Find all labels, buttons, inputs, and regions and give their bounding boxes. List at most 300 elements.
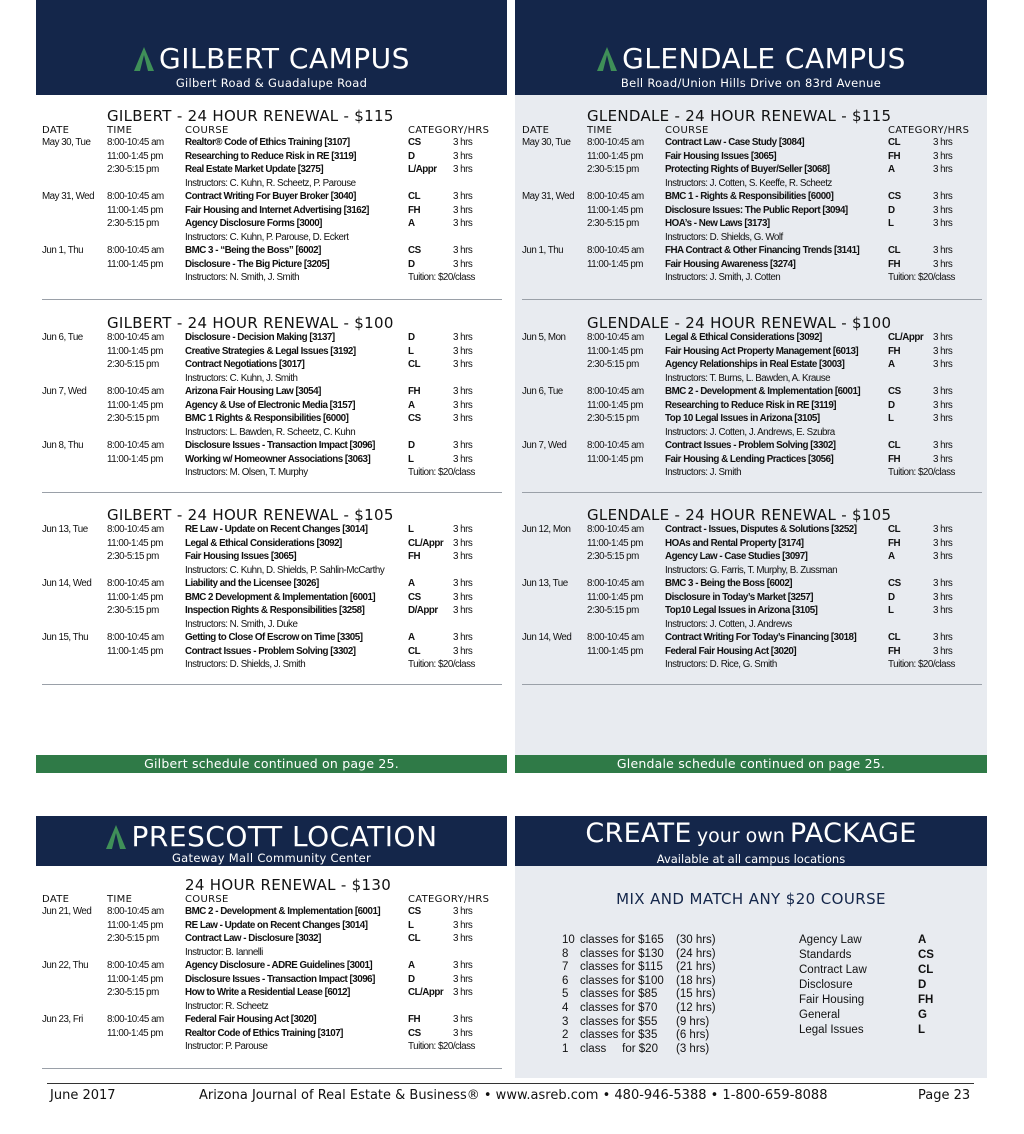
table-row xyxy=(516,332,987,346)
row-category: L xyxy=(888,413,894,425)
row-category: FH xyxy=(408,386,421,398)
row-time: 8:00-10:45 am xyxy=(107,960,164,972)
row-time: 11:00-1:45 pm xyxy=(587,537,643,549)
footer-date: June 2017 xyxy=(50,1088,116,1103)
row-hours: 3 hrs xyxy=(933,191,953,203)
row-tuition: Tuition: $20/class xyxy=(408,659,475,671)
schedule-section xyxy=(516,315,987,481)
row-course: Legal & Ethical Considerations [3092] xyxy=(665,332,822,343)
package-title-create: CREATE xyxy=(585,818,692,849)
table-row xyxy=(516,551,987,565)
row-category: CL xyxy=(408,645,421,657)
row-category: D xyxy=(408,332,415,343)
row-hours: 3 hrs xyxy=(453,632,473,644)
offer-price: classes for $165 xyxy=(580,934,664,946)
section-divider xyxy=(522,492,982,493)
row-category: L xyxy=(408,524,414,535)
row-category: CL xyxy=(888,245,901,257)
row-hours: 3 hrs xyxy=(453,440,473,452)
row-instructors: Instructors: J. Cotten, J. Andrews, E. Szubra xyxy=(665,426,835,438)
row-category: D/Appr xyxy=(408,605,438,617)
row-category: L xyxy=(408,345,414,357)
row-hours: 3 hrs xyxy=(933,537,953,549)
row-instructors: Instructors: J. Smith xyxy=(665,467,742,479)
column-header-date: DATE xyxy=(42,894,70,905)
row-course: BMC 3 - “Being the Boss” [6002] xyxy=(185,245,321,257)
row-course: Realtor® Code of Ethics Training [3107] xyxy=(185,137,350,148)
row-hours: 3 hrs xyxy=(453,1027,473,1039)
row-instructors: Instructors: J. Cotten, J. Andrews xyxy=(665,618,792,630)
category-name: Disclosure xyxy=(799,979,853,991)
row-time: 11:00-1:45 pm xyxy=(587,645,643,657)
category-code: L xyxy=(918,1024,926,1036)
mix-and-match-title: MIX AND MATCH ANY $20 COURSE xyxy=(616,890,886,908)
row-course: Researching to Reduce Risk in RE [3119] xyxy=(185,150,357,162)
row-instructors: Instructors: C. Kuhn, P. Parouse, D. Eckert xyxy=(185,231,349,243)
instructors-row xyxy=(516,565,987,579)
row-category: FH xyxy=(888,645,901,657)
table-row xyxy=(516,646,987,660)
offer-count: 2 xyxy=(562,1029,569,1042)
category-code: A xyxy=(918,934,927,946)
table-row xyxy=(516,218,987,232)
row-course: Agency Relationships in Real Estate [3003] xyxy=(665,359,845,371)
row-hours: 3 hrs xyxy=(933,258,953,270)
row-hours: 3 hrs xyxy=(453,537,473,549)
offer-count: 10 xyxy=(562,934,575,946)
column-header-category: CATEGORY/HRS xyxy=(408,894,490,905)
row-category: CS xyxy=(408,906,421,917)
row-category: L xyxy=(408,453,414,465)
row-course: Inspection Rights & Responsibilities [3258] xyxy=(185,605,365,617)
row-hours: 3 hrs xyxy=(453,919,473,931)
row-category: A xyxy=(408,399,415,411)
row-course: Agency & Use of Electronic Media [3157] xyxy=(185,399,355,411)
section-title: 24 HOUR RENEWAL - $130 xyxy=(185,876,392,894)
table-row xyxy=(516,164,987,178)
row-time: 2:30-5:15 pm xyxy=(107,218,159,230)
row-hours: 3 hrs xyxy=(933,591,953,603)
schedule-section xyxy=(516,108,987,286)
row-hours: 3 hrs xyxy=(933,137,953,148)
table-row xyxy=(36,1014,507,1028)
row-time: 8:00-10:45 am xyxy=(107,524,164,535)
row-course: BMC 1 Rights & Responsibilities [6000] xyxy=(185,413,349,425)
table-row xyxy=(36,1028,507,1042)
row-category: CS xyxy=(408,245,421,257)
row-tuition: Tuition: $20/class xyxy=(408,467,475,479)
row-date: Jun 1, Thu xyxy=(522,245,564,257)
row-category: CL/Appr xyxy=(888,332,924,343)
tree-logo-icon xyxy=(105,824,127,850)
row-time: 11:00-1:45 pm xyxy=(587,345,643,357)
section-title: GILBERT - 24 HOUR RENEWAL - $105 xyxy=(107,506,394,524)
row-hours: 3 hrs xyxy=(453,524,473,535)
row-category: CL/Appr xyxy=(408,987,444,999)
table-row xyxy=(36,440,507,454)
row-hours: 3 hrs xyxy=(453,150,473,162)
table-row xyxy=(36,164,507,178)
table-row xyxy=(516,578,987,592)
row-course: BMC 3 - Being the Boss [6002] xyxy=(665,578,793,590)
row-hours: 3 hrs xyxy=(453,359,473,371)
row-tuition: Tuition: $20/class xyxy=(888,659,955,671)
row-time: 2:30-5:15 pm xyxy=(587,413,639,425)
offer-hours: (6 hrs) xyxy=(676,1029,710,1042)
row-date: Jun 13, Tue xyxy=(522,578,568,590)
table-row xyxy=(36,987,507,1001)
row-time: 11:00-1:45 pm xyxy=(107,204,163,216)
row-course: Fair Housing Issues [3065] xyxy=(185,551,297,563)
gilbert-subtitle: Gilbert Road & Guadalupe Road xyxy=(175,76,368,90)
row-course: Contract Negotiations [3017] xyxy=(185,359,305,371)
instructors-row xyxy=(36,178,507,192)
row-course: FHA Contract & Other Financing Trends [3141] xyxy=(665,245,860,257)
category-name: General xyxy=(799,1009,840,1021)
row-time: 2:30-5:15 pm xyxy=(107,987,159,999)
row-instructors: Instructor: R. Scheetz xyxy=(185,1000,269,1012)
schedule-section xyxy=(36,507,507,673)
table-row xyxy=(36,933,507,947)
row-time: 11:00-1:45 pm xyxy=(107,537,163,549)
row-category: CL xyxy=(408,191,421,203)
table-row xyxy=(36,920,507,934)
row-category: A xyxy=(888,359,895,371)
row-date: Jun 14, Wed xyxy=(522,632,572,644)
row-date: Jun 23, Fri xyxy=(42,1014,83,1026)
row-hours: 3 hrs xyxy=(933,605,953,617)
prescott-header xyxy=(36,816,507,866)
table-row xyxy=(516,524,987,538)
row-hours: 3 hrs xyxy=(933,551,953,563)
row-category: FH xyxy=(408,204,421,216)
row-hours: 3 hrs xyxy=(453,399,473,411)
row-category: L xyxy=(888,218,894,230)
offer-price: classes for $115 xyxy=(580,961,663,974)
table-row xyxy=(516,386,987,400)
row-category: A xyxy=(408,578,415,590)
row-course: Realtor Code of Ethics Training [3107] xyxy=(185,1027,343,1039)
row-time: 8:00-10:45 am xyxy=(107,191,164,203)
row-time: 2:30-5:15 pm xyxy=(587,359,639,371)
table-row xyxy=(516,191,987,205)
row-time: 11:00-1:45 pm xyxy=(107,645,163,657)
row-course: HOAs and Rental Property [3174] xyxy=(665,537,804,549)
glendale-continued-banner: Glendale schedule continued on page 25. xyxy=(515,755,987,773)
row-instructors: Instructors: D. Rice, G. Smith xyxy=(665,659,777,671)
row-course: Legal & Ethical Considerations [3092] xyxy=(185,537,342,549)
row-tuition: Tuition: $20/class xyxy=(888,467,955,479)
column-headers xyxy=(36,125,507,137)
row-date: May 31, Wed xyxy=(522,191,575,203)
table-row xyxy=(36,346,507,360)
row-instructors: Instructors: G. Farris, T. Murphy, B. Zussman xyxy=(665,564,838,576)
category-code: D xyxy=(918,979,927,991)
row-date: Jun 8, Thu xyxy=(42,440,84,452)
row-category: D xyxy=(408,973,415,985)
column-header-course: COURSE xyxy=(665,125,709,136)
offer-price: classes for $130 xyxy=(580,947,664,960)
offer-count: 4 xyxy=(562,1002,569,1014)
row-hours: 3 hrs xyxy=(453,453,473,465)
category-code: CS xyxy=(918,949,934,961)
column-headers xyxy=(516,125,987,137)
row-hours: 3 hrs xyxy=(453,987,473,999)
table-row xyxy=(36,524,507,538)
row-tuition: Tuition: $20/class xyxy=(408,272,475,284)
row-date: Jun 1, Thu xyxy=(42,245,84,257)
row-hours: 3 hrs xyxy=(453,551,473,563)
row-course: Federal Fair Housing Act [3020] xyxy=(665,645,797,657)
row-course: Arizona Fair Housing Law [3054] xyxy=(185,386,321,398)
row-instructors: Instructors: C. Kuhn, R. Scheetz, P. Parouse xyxy=(185,177,356,189)
category-name: Legal Issues xyxy=(799,1024,864,1036)
row-instructors: Instructors: D. Shields, G. Wolf xyxy=(665,231,783,243)
row-course: Top10 Legal Issues in Arizona [3105] xyxy=(665,605,818,617)
table-row xyxy=(516,454,987,468)
row-time: 2:30-5:15 pm xyxy=(587,218,639,230)
row-category: FH xyxy=(408,1014,421,1026)
row-date: Jun 5, Mon xyxy=(522,332,566,343)
row-category: CL xyxy=(408,359,421,371)
section-title: GLENDALE - 24 HOUR RENEWAL - $115 xyxy=(587,107,892,125)
row-date: Jun 12, Mon xyxy=(522,524,571,535)
row-time: 8:00-10:45 am xyxy=(107,332,164,343)
row-time: 2:30-5:15 pm xyxy=(107,413,159,425)
row-course: Creative Strategies & Legal Issues [3192] xyxy=(185,345,356,357)
row-time: 8:00-10:45 am xyxy=(107,245,164,257)
offer-hours: (24 hrs) xyxy=(676,947,716,960)
row-date: May 30, Tue xyxy=(42,137,91,148)
row-category: L/Appr xyxy=(408,164,437,176)
footer-page-number: Page 23 xyxy=(918,1088,971,1103)
row-time: 11:00-1:45 pm xyxy=(587,453,643,465)
row-time: 8:00-10:45 am xyxy=(107,440,164,452)
row-instructors: Instructor: B. Iannelli xyxy=(185,946,263,958)
row-course: Contract Law - Disclosure [3032] xyxy=(185,933,321,945)
offer-hours: (9 hrs) xyxy=(676,1015,710,1028)
row-time: 8:00-10:45 am xyxy=(587,386,644,398)
row-date: Jun 15, Thu xyxy=(42,632,89,644)
row-category: CL/Appr xyxy=(408,537,444,549)
row-hours: 3 hrs xyxy=(453,933,473,945)
instructors-row xyxy=(36,373,507,387)
row-tuition: Tuition: $20/class xyxy=(408,1041,475,1053)
footer-divider xyxy=(47,1083,974,1084)
row-course: Contract Writing For Buyer Broker [3040] xyxy=(185,191,356,203)
row-time: 11:00-1:45 pm xyxy=(107,1027,163,1039)
row-category: CS xyxy=(408,591,421,603)
row-category: A xyxy=(408,218,415,230)
row-hours: 3 hrs xyxy=(453,245,473,257)
row-category: A xyxy=(408,960,415,972)
offer-count: 3 xyxy=(562,1015,569,1028)
section-divider xyxy=(522,684,982,685)
row-time: 11:00-1:45 pm xyxy=(587,204,643,216)
row-time: 8:00-10:45 am xyxy=(587,332,644,343)
row-hours: 3 hrs xyxy=(933,218,953,230)
row-hours: 3 hrs xyxy=(453,605,473,617)
row-time: 8:00-10:45 am xyxy=(587,137,644,148)
instructors-row xyxy=(36,947,507,961)
row-category: D xyxy=(408,440,415,452)
row-hours: 3 hrs xyxy=(453,973,473,985)
table-row xyxy=(36,960,507,974)
row-category: L xyxy=(408,919,414,931)
column-header-course: COURSE xyxy=(185,894,229,905)
offer-price: classes for $70 xyxy=(580,1002,658,1014)
offer-hours: (30 hrs) xyxy=(676,934,716,946)
instructors-row xyxy=(36,272,507,286)
column-header-time: TIME xyxy=(587,125,613,136)
section-title: GLENDALE - 24 HOUR RENEWAL - $100 xyxy=(587,314,892,332)
table-row xyxy=(36,151,507,165)
row-category: D xyxy=(888,204,895,216)
row-category: FH xyxy=(408,551,421,563)
offer-hours: (3 hrs) xyxy=(676,1042,710,1055)
row-time: 8:00-10:45 am xyxy=(107,906,164,917)
row-time: 8:00-10:45 am xyxy=(587,191,644,203)
instructors-row xyxy=(516,178,987,192)
offer-count: 8 xyxy=(562,947,569,960)
row-hours: 3 hrs xyxy=(933,645,953,657)
table-row xyxy=(36,578,507,592)
row-category: A xyxy=(408,632,415,644)
section-title: GILBERT - 24 HOUR RENEWAL - $115 xyxy=(107,107,394,125)
table-row xyxy=(516,245,987,259)
row-date: Jun 13, Tue xyxy=(42,524,88,535)
table-row xyxy=(36,974,507,988)
section-title: GILBERT - 24 HOUR RENEWAL - $100 xyxy=(107,314,394,332)
section-divider xyxy=(42,299,502,300)
row-date: Jun 7, Wed xyxy=(522,440,567,452)
offer-hours: (12 hrs) xyxy=(676,1002,716,1014)
row-time: 11:00-1:45 pm xyxy=(107,973,163,985)
column-header-time: TIME xyxy=(107,894,133,905)
row-course: Fair Housing & Lending Practices [3056] xyxy=(665,453,834,465)
instructors-row xyxy=(516,467,987,481)
row-hours: 3 hrs xyxy=(933,204,953,216)
row-time: 8:00-10:45 am xyxy=(587,578,644,590)
row-time: 11:00-1:45 pm xyxy=(587,150,643,162)
row-date: Jun 7, Wed xyxy=(42,386,87,398)
row-time: 2:30-5:15 pm xyxy=(587,164,639,176)
row-course: BMC 2 - Development & Implementation [6001] xyxy=(185,906,381,917)
row-date: Jun 6, Tue xyxy=(42,332,83,343)
schedule-section xyxy=(516,507,987,673)
column-headers xyxy=(36,894,507,906)
offer-count: 7 xyxy=(562,961,569,974)
table-row xyxy=(36,551,507,565)
offer-hours: (15 hrs) xyxy=(676,988,716,1001)
instructors-row xyxy=(36,565,507,579)
instructors-row xyxy=(36,232,507,246)
row-date: May 31, Wed xyxy=(42,191,95,203)
package-subtitle: Available at all campus locations xyxy=(656,852,846,866)
row-hours: 3 hrs xyxy=(933,245,953,257)
row-category: FH xyxy=(888,453,901,465)
table-row xyxy=(36,592,507,606)
row-hours: 3 hrs xyxy=(933,399,953,411)
tree-logo-icon xyxy=(133,46,155,72)
row-hours: 3 hrs xyxy=(453,218,473,230)
offer-hours: (21 hrs) xyxy=(676,961,716,974)
package-title-package: PACKAGE xyxy=(789,818,917,849)
table-row xyxy=(36,218,507,232)
table-row xyxy=(516,259,987,273)
table-row xyxy=(36,137,507,151)
row-hours: 3 hrs xyxy=(453,413,473,425)
instructors-row xyxy=(36,1001,507,1015)
offer-price: classes for $55 xyxy=(580,1015,658,1028)
gilbert-title: GILBERT CAMPUS xyxy=(159,42,410,75)
row-time: 11:00-1:45 pm xyxy=(107,453,163,465)
row-time: 8:00-10:45 am xyxy=(107,632,164,644)
row-time: 11:00-1:45 pm xyxy=(587,591,643,603)
row-hours: 3 hrs xyxy=(933,453,953,465)
row-tuition: Tuition: $20/class xyxy=(888,272,955,284)
column-header-category: CATEGORY/HRS xyxy=(408,125,490,136)
instructors-row xyxy=(516,427,987,441)
instructors-row xyxy=(36,427,507,441)
table-row xyxy=(36,454,507,468)
row-date: Jun 6, Tue xyxy=(522,386,563,398)
row-course: Disclosure Issues: The Public Report [3094] xyxy=(665,204,848,216)
instructors-row xyxy=(36,619,507,633)
instructors-row xyxy=(36,659,507,673)
row-hours: 3 hrs xyxy=(933,578,953,590)
package-title-your-own: your own xyxy=(696,825,785,847)
row-hours: 3 hrs xyxy=(453,578,473,590)
table-row xyxy=(516,592,987,606)
gilbert-header xyxy=(36,0,507,95)
row-hours: 3 hrs xyxy=(933,413,953,425)
row-category: D xyxy=(888,591,895,603)
row-hours: 3 hrs xyxy=(453,960,473,972)
row-category: CS xyxy=(888,386,901,398)
row-category: CL xyxy=(888,440,901,452)
table-row xyxy=(516,413,987,427)
row-course: BMC 1 - Rights & Responsibilities [6000] xyxy=(665,191,834,203)
offer-count: 1 xyxy=(562,1042,569,1055)
row-category: CS xyxy=(408,1027,421,1039)
row-course: Researching to Reduce Risk in RE [3119] xyxy=(665,399,837,411)
schedule-section xyxy=(36,877,507,1055)
table-row xyxy=(516,400,987,414)
category-code: G xyxy=(918,1009,927,1021)
row-category: CS xyxy=(408,137,421,148)
row-course: Contract - Issues, Disputes & Solutions [3252] xyxy=(665,524,857,535)
section-divider xyxy=(42,492,502,493)
row-category: CS xyxy=(408,413,421,425)
row-category: FH xyxy=(888,258,901,270)
table-row xyxy=(36,259,507,273)
row-course: Real Estate Market Update [3275] xyxy=(185,164,324,176)
table-row xyxy=(36,205,507,219)
row-hours: 3 hrs xyxy=(453,191,473,203)
row-category: A xyxy=(888,551,895,563)
footer-publication: Arizona Journal of Real Estate & Business® • www.asreb.com • 480-946-5388 • 1-800-659-8088 xyxy=(199,1088,828,1103)
instructors-row xyxy=(516,619,987,633)
table-row xyxy=(36,191,507,205)
offer-price: classes for $35 xyxy=(580,1029,658,1042)
instructors-row xyxy=(516,373,987,387)
row-course: Disclosure Issues - Transaction Impact [3096] xyxy=(185,440,375,452)
glendale-header xyxy=(515,0,987,95)
row-course: RE Law - Update on Recent Changes [3014] xyxy=(185,524,368,535)
row-hours: 3 hrs xyxy=(453,164,473,176)
row-hours: 3 hrs xyxy=(453,906,473,917)
